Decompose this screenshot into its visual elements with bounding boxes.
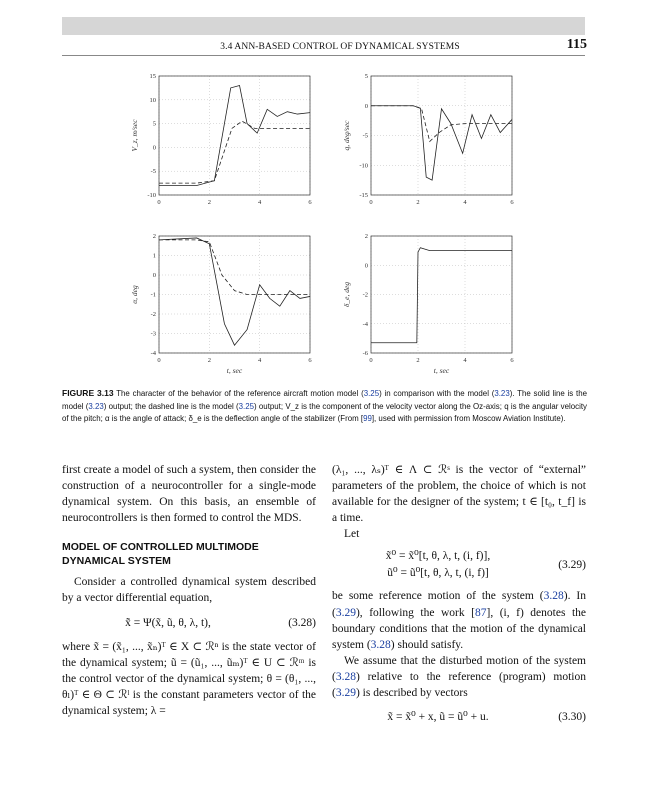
x-tick-label: 4: [258, 357, 262, 364]
plot-frame: [159, 76, 310, 195]
paragraph: [332, 653, 586, 701]
y-tick-label: -15: [359, 192, 368, 199]
equation-line: x̃⁰ = x̃⁰[t, θ, λ, t, (i, f)],: [385, 550, 491, 563]
ref-link[interactable]: 3.28: [370, 638, 391, 651]
y-tick-label: -6: [362, 350, 368, 357]
equation-number: (3.28): [288, 616, 316, 629]
y-tick-label: 15: [149, 73, 156, 80]
ref-link[interactable]: 3.29: [335, 606, 356, 619]
text-run: ) should satisfy.: [390, 638, 464, 651]
ref-link[interactable]: 3.25: [238, 401, 255, 411]
x-tick-label: 6: [308, 199, 312, 206]
text-run: ) relative to the reference (program) motion (: [332, 670, 586, 700]
x-tick-label: 2: [207, 199, 211, 206]
x-axis-label: t, sec: [433, 366, 450, 375]
chart-q: [342, 72, 522, 207]
caption-text: The character of the behavior of the reference aircraft motion model (: [113, 389, 364, 398]
paragraph: Consider a controlled dynamical system described by a vector differential equation,: [62, 576, 316, 605]
right-column: [332, 462, 586, 733]
y-tick-label: 5: [152, 120, 156, 128]
equation-3-28: [62, 615, 316, 631]
y-tick-label: 2: [364, 233, 368, 240]
text-run: We assume that the disturbed motion of the system (: [332, 654, 586, 683]
x-tick-label: 0: [369, 199, 373, 206]
y-tick-label: -4: [362, 320, 368, 328]
y-axis-label: q, deg/sec: [342, 120, 351, 151]
paragraph: [332, 588, 586, 652]
equation-number: (3.29): [558, 559, 586, 572]
ref-link[interactable]: 3.28: [543, 590, 564, 603]
series-line-dashed: [159, 240, 310, 295]
y-tick-label: 0: [152, 144, 156, 152]
equation-body: x̃ = x̃⁰ + x, ũ = ũ⁰ + u.: [387, 711, 489, 724]
header-rule: [62, 55, 585, 56]
x-tick-label: 4: [463, 357, 467, 364]
y-tick-label: -10: [359, 162, 368, 170]
chart-delta: [342, 232, 522, 377]
y-tick-label: -5: [362, 132, 368, 140]
text-run: ), following the work [: [355, 606, 475, 619]
x-tick-label: 2: [416, 357, 420, 364]
y-tick-label: -3: [150, 330, 156, 338]
equation-3-29: [332, 548, 586, 582]
caption-text: ) in comparison with the model (: [379, 389, 495, 398]
caption-text: ) output; V_z is the component of the velocity vector along the Oz-axis; q is the angular velocity of the pitch; α is the angle of attack; δ_e is the deflection angle of the stabilizer (From [: [62, 401, 587, 424]
x-tick-label: 4: [463, 199, 467, 206]
x-tick-label: 2: [207, 357, 211, 364]
x-tick-label: 2: [416, 199, 420, 206]
equation-body: x̃̇ = Ψ(x̃, ũ, θ, λ, t),: [125, 616, 211, 629]
text-run: be some reference motion of the system (: [332, 590, 544, 603]
x-axis-label: t, sec: [226, 366, 243, 375]
y-tick-label: -2: [150, 311, 156, 318]
section-title: MODEL OF CONTROLLED MULTIMODE DYNAMICAL SYSTEM: [62, 541, 259, 568]
y-tick-label: 0: [152, 272, 156, 279]
page-header-bar: [62, 17, 585, 35]
series-line-solid: [159, 86, 310, 186]
chart-vz: [130, 72, 320, 207]
figure-caption: [62, 387, 587, 426]
y-tick-label: -5: [150, 168, 156, 176]
equation-number: (3.30): [558, 711, 586, 724]
paragraph: first create a model of such a system, then consider the construction of a neurocontroller for a single-mode dynamical system. On this basis, an ensemble of neurocontrollers is then formed to control the MDS.: [62, 464, 316, 525]
equation-3-30: [332, 709, 586, 725]
x-tick-label: 0: [369, 357, 373, 364]
series-line-dashed: [159, 121, 310, 183]
y-axis-label: V_z, m/sec: [130, 119, 139, 152]
ref-link[interactable]: 3.23: [88, 401, 104, 411]
page-number: 115: [566, 37, 587, 52]
y-tick-label: 0: [364, 102, 368, 110]
text-run: ) is described by vectors: [355, 687, 468, 700]
series-line-solid: [371, 106, 512, 180]
y-tick-label: -4: [150, 350, 156, 357]
y-tick-label: 10: [149, 96, 156, 104]
y-tick-label: 0: [364, 262, 368, 270]
y-tick-label: -2: [362, 291, 368, 299]
paragraph: (λ₁, ..., λₛ)ᵀ ∈ Λ ⊂ ℛˢ is the vector of “external” parameters of the problem, the choice of which is not available for the designer of the system; t ∈ [t₀, t_f] is a time.: [332, 464, 586, 525]
x-tick-label: 4: [258, 199, 262, 206]
y-tick-label: 2: [152, 233, 156, 240]
citation-link[interactable]: 87: [474, 606, 487, 619]
equation-line: ũ⁰ = ũ⁰[t, θ, λ, t, (i, f)]: [387, 567, 489, 580]
y-tick-label: 5: [364, 73, 368, 80]
x-tick-label: 6: [510, 357, 514, 364]
figure-label: FIGURE 3.13: [62, 388, 114, 398]
x-tick-label: 6: [510, 199, 514, 206]
equation-lines: [332, 548, 544, 582]
caption-text: ], used with permission from Moscow Aviation Institute).: [371, 414, 566, 424]
paragraph: where x̃ = (x̃₁, ..., x̃ₙ)ᵀ ∈ X ⊂ ℛⁿ is the state vector of the dynamical system; ũ = (ũ₁, ..., ũₘ)ᵀ ∈ U ⊂ ℛᵐ is the control vector of the dynamical system; θ = (θ₁, ..., θₗ)ᵀ ∈ Θ ⊂ ℛˡ is the constant parameters vector of the dynamical system; λ =: [62, 640, 316, 718]
citation-link[interactable]: 99: [363, 414, 372, 424]
running-title: 3.4 ANN-BASED CONTROL OF DYNAMICAL SYSTEMS: [220, 42, 460, 52]
left-column: [62, 462, 316, 719]
y-tick-label: -10: [147, 192, 156, 199]
text-run: ], (i, f) denotes the boundary conditions that the motion of the dynamical system (: [332, 606, 586, 651]
x-tick-label: 0: [157, 357, 161, 364]
paragraph: Let: [344, 528, 360, 541]
x-tick-label: 0: [157, 199, 161, 206]
series-line-solid: [159, 238, 310, 345]
text-run: ). In (: [332, 590, 586, 619]
caption-text: ) output; the dashed line is the model (: [103, 401, 239, 411]
ref-link[interactable]: 3.29: [335, 687, 356, 700]
x-tick-label: 6: [308, 357, 312, 364]
y-axis-label: δ_e, deg: [342, 281, 351, 308]
y-tick-label: -1: [150, 291, 156, 299]
caption-text: ). The solid line is the model (: [62, 389, 587, 411]
y-tick-label: 1: [152, 252, 156, 260]
ref-link[interactable]: 3.23: [494, 389, 510, 398]
ref-link[interactable]: 3.25: [363, 389, 380, 398]
chart-alpha: [130, 232, 320, 377]
ref-link[interactable]: 3.28: [335, 670, 356, 683]
y-axis-label: α, deg: [130, 285, 139, 304]
series-line-solid: [371, 248, 512, 343]
